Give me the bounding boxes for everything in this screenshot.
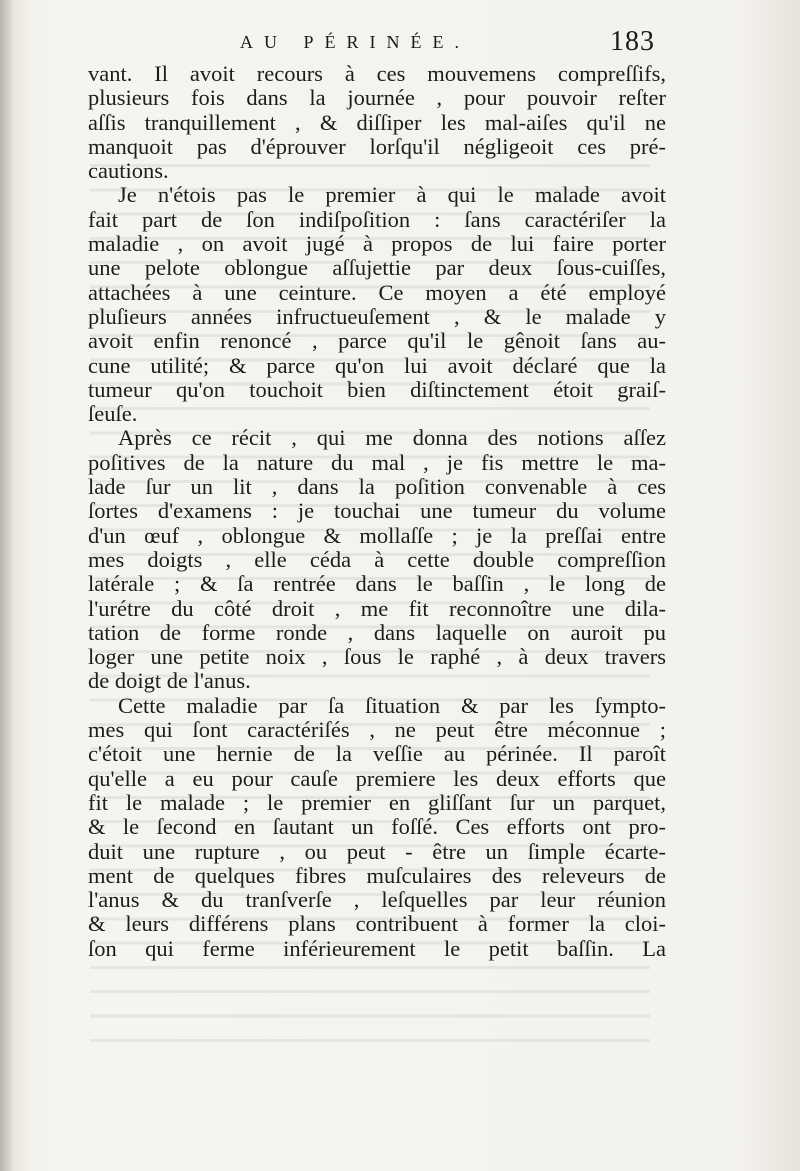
text-line: manquoit pas d'éprouver lorſqu'il négligeoit ces pré- <box>88 134 666 159</box>
paragraph-start-line: Après ce récit , qui me donna des notions aſſez <box>118 426 666 451</box>
text-line: c'étoit une hernie de la veſſie au périnée. Il paroît <box>88 742 666 767</box>
text-line: latérale ; & ſa rentrée dans le baſſin , le long de <box>88 572 666 597</box>
text-line: ſortes d'examens : je touchai une tumeur du volume <box>88 499 666 524</box>
text-line: cautions. <box>88 159 169 184</box>
text-line: l'urétre du côté droit , me fit reconnoître une dila- <box>88 596 666 621</box>
body-text <box>88 62 666 961</box>
text-line: fait part de ſon indiſpoſition : ſans caractériſer la <box>88 207 666 232</box>
text-line: lade ſur un lit , dans la poſition convenable à ces <box>88 475 666 500</box>
text-line: pluſieurs années infructueuſement , & le malade y <box>88 304 666 329</box>
gutter-shadow <box>0 0 14 1171</box>
running-title: AU PÉRINÉE. <box>240 32 470 52</box>
text-line: poſitives de la nature du mal , je fis mettre le ma- <box>88 450 666 475</box>
paragraph-start-line: Cette maladie par ſa ſituation & par les ſympto- <box>118 693 666 718</box>
text-line: mes doigts , elle céda à cette double compreſſion <box>88 547 666 572</box>
text-line: ſon qui ferme inférieurement le petit baſſin. La <box>88 936 666 961</box>
text-line: & le ſecond en ſautant un foſſé. Ces efforts ont pro- <box>88 815 666 840</box>
text-line: aſſis tranquillement , & diſſiper les mal-aiſes qu'il ne <box>88 110 666 135</box>
text-line: ſeuſe. <box>88 402 138 427</box>
text-line: de doigt de l'anus. <box>88 669 251 694</box>
text-line: mes qui ſont caractériſés , ne peut être méconnue ; <box>88 718 666 743</box>
text-line: duit une rupture , ou peut - être un ſimple écarte- <box>88 839 666 864</box>
text-line: tumeur qu'on touchoit bien diſtinctement étoit graiſ- <box>88 377 666 402</box>
text-line: plusieurs fois dans la journée , pour pouvoir reſter <box>88 86 666 111</box>
text-line: cune utilité; & parce qu'on lui avoit déclaré que la <box>88 353 666 378</box>
text-line: avoit enfin renoncé , parce qu'il le gênoit ſans au- <box>88 329 666 354</box>
text-line: maladie , on avoit jugé à propos de lui faire porter <box>88 232 666 257</box>
text-line: l'anus & du tranſverſe , leſquelles par leur réunion <box>88 888 666 913</box>
paragraph-start-line: Je n'étois pas le premier à qui le malade avoit <box>118 183 666 208</box>
text-line: vant. Il avoit recours à ces mouvemens compreſſifs, <box>88 62 666 86</box>
text-line: ment de quelques fibres muſculaires des releveurs de <box>88 863 666 888</box>
text-line: d'un œuf , oblongue & mollaſſe ; je la preſſai entre <box>88 523 666 548</box>
text-line: qu'elle a eu pour cauſe premiere les deux efforts que <box>88 766 666 791</box>
text-line: tation de forme ronde , dans laquelle on auroit pu <box>88 620 666 645</box>
text-line: loger une petite noix , ſous le raphé , à deux travers <box>88 645 666 670</box>
text-line: & leurs différens plans contribuent à former la cloi- <box>88 912 666 937</box>
text-line: une pelote oblongue aſſujettie par deux ſous-cuiſſes, <box>88 256 666 281</box>
page-number: 183 <box>610 26 655 57</box>
text-line: fit le malade ; le premier en gliſſant ſur un parquet, <box>88 790 666 815</box>
page-header <box>0 24 800 64</box>
text-line: attachées à une ceinture. Ce moyen a été employé <box>88 280 666 305</box>
